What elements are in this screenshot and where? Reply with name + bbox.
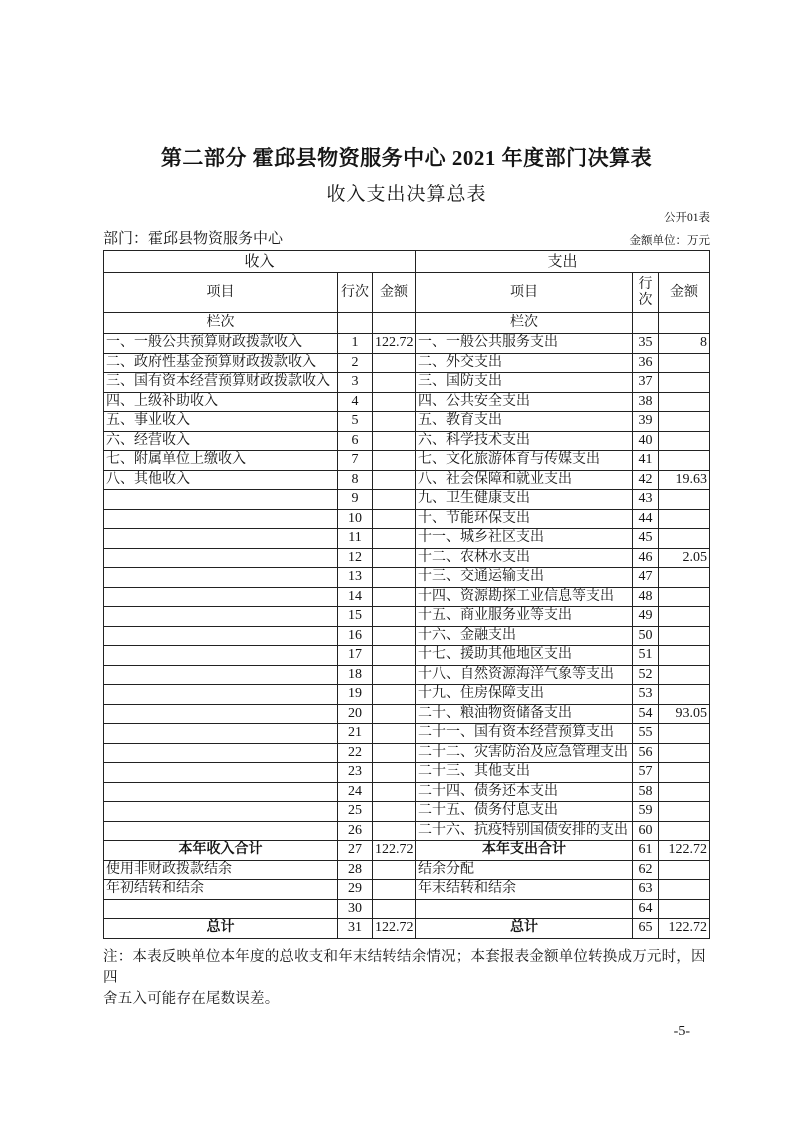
income-item-cell: [104, 743, 338, 763]
expense-amount-cell: [659, 880, 710, 900]
table-row: [104, 470, 710, 490]
income-item-cell: [104, 802, 338, 822]
expense-amount-cell: 8: [659, 334, 710, 354]
income-rowno-cell: 13: [338, 568, 373, 588]
empty-cell: [338, 313, 373, 334]
table-row: [104, 509, 710, 529]
table-row: [104, 763, 710, 783]
income-amount-header: 金额: [373, 273, 416, 313]
department-label: 部门：霍邱县物资服务中心: [103, 231, 284, 247]
expense-amount-cell: [659, 431, 710, 451]
expense-amount-cell: 93.05: [659, 704, 710, 724]
expense-amount-cell: [659, 568, 710, 588]
expense-rowno-cell: 60: [633, 821, 659, 841]
income-rowno-cell: 6: [338, 431, 373, 451]
expense-item-cell: 十九、住房保障支出: [416, 685, 633, 705]
income-amount-cell: [373, 802, 416, 822]
income-amount-cell: [373, 587, 416, 607]
table-row: [104, 802, 710, 822]
income-item-cell: [104, 724, 338, 744]
income-rowno-cell: 23: [338, 763, 373, 783]
income-amount-cell: [373, 665, 416, 685]
footnote-line-1: 注：本表反映单位本年度的总收支和年末结转结余情况；本套报表金额单位转换成万元时，因四: [103, 948, 706, 986]
section-header-row: [104, 251, 710, 273]
page-subtitle: 收入支出决算总表: [326, 184, 487, 205]
table-row: [104, 490, 710, 510]
expense-item-cell: 二十一、国有资本经营预算支出: [416, 724, 633, 744]
expense-rowno-cell: 35: [633, 334, 659, 354]
page-title: 第二部分 霍邱县物资服务中心 2021 年度部门决算表: [160, 146, 653, 170]
income-amount-cell: [373, 685, 416, 705]
expense-amount-cell: [659, 587, 710, 607]
income-rowno-cell: 1: [338, 334, 373, 354]
income-item-cell: 三、国有资本经营预算财政拨款收入: [104, 373, 338, 393]
income-rowno-cell: 10: [338, 509, 373, 529]
expense-item-cell: 六、科学技术支出: [416, 431, 633, 451]
income-rowno-cell: 27: [338, 841, 373, 861]
income-item-cell: [104, 529, 338, 549]
expense-item-cell: 二十三、其他支出: [416, 763, 633, 783]
expense-amount-cell: [659, 724, 710, 744]
expense-rowno-cell: 36: [633, 353, 659, 373]
income-amount-cell: [373, 704, 416, 724]
income-amount-cell: [373, 724, 416, 744]
income-rowno-cell: 2: [338, 353, 373, 373]
income-rowno-cell: 30: [338, 899, 373, 919]
expense-rowno-cell: 46: [633, 548, 659, 568]
table-row: [104, 665, 710, 685]
expense-rowno-cell: 43: [633, 490, 659, 510]
table-row: [104, 334, 710, 354]
expense-lanci-label: 栏次: [416, 313, 633, 334]
income-amount-cell: 122.72: [373, 919, 416, 939]
table-row: [104, 373, 710, 393]
income-item-cell: 四、上级补助收入: [104, 392, 338, 412]
expense-rowno-cell: 48: [633, 587, 659, 607]
expense-amount-cell: [659, 490, 710, 510]
income-item-cell: [104, 782, 338, 802]
income-item-cell: [104, 548, 338, 568]
expense-amount-cell: [659, 451, 710, 471]
expense-amount-cell: [659, 782, 710, 802]
income-rowno-cell: 19: [338, 685, 373, 705]
table-row: [104, 431, 710, 451]
expense-item-cell: 十五、商业服务业等支出: [416, 607, 633, 627]
expense-amount-cell: [659, 373, 710, 393]
expense-rowno-cell: 45: [633, 529, 659, 549]
expense-item-header: 项目: [416, 273, 633, 313]
expense-amount-cell: [659, 392, 710, 412]
income-section-header: 收入: [104, 251, 416, 273]
table-row: [104, 548, 710, 568]
income-item-cell: [104, 490, 338, 510]
income-rowno-cell: 28: [338, 860, 373, 880]
expense-item-cell: 十二、农林水支出: [416, 548, 633, 568]
income-item-cell: [104, 646, 338, 666]
expense-amount-cell: [659, 509, 710, 529]
expense-rowno-header: 行次: [633, 273, 659, 313]
summary-row: [104, 899, 710, 919]
expense-rowno-cell: 44: [633, 509, 659, 529]
expense-amount-cell: 122.72: [659, 841, 710, 861]
empty-cell: [373, 313, 416, 334]
expense-rowno-cell: 50: [633, 626, 659, 646]
expense-amount-cell: [659, 665, 710, 685]
table-row: [104, 353, 710, 373]
expense-item-cell: 五、教育支出: [416, 412, 633, 432]
expense-rowno-cell: 40: [633, 431, 659, 451]
expense-amount-cell: 122.72: [659, 919, 710, 939]
expense-item-cell: 七、文化旅游体育与传媒支出: [416, 451, 633, 471]
income-lanci-label: 栏次: [104, 313, 338, 334]
income-rowno-cell: 24: [338, 782, 373, 802]
table-row: [104, 704, 710, 724]
expense-rowno-cell: 42: [633, 470, 659, 490]
summary-row: [104, 880, 710, 900]
income-item-cell: 五、事业收入: [104, 412, 338, 432]
income-amount-cell: [373, 509, 416, 529]
income-amount-cell: [373, 880, 416, 900]
footnote-line-2: 舍五入可能存在尾数误差。: [103, 990, 280, 1007]
table-row: [104, 529, 710, 549]
income-item-cell: [104, 626, 338, 646]
column-header-row: [104, 273, 710, 313]
page-number: -5-: [673, 1023, 690, 1039]
income-amount-cell: [373, 412, 416, 432]
expense-rowno-cell: 47: [633, 568, 659, 588]
income-amount-cell: [373, 607, 416, 627]
income-item-cell: 七、附属单位上缴收入: [104, 451, 338, 471]
income-item-cell: [104, 568, 338, 588]
income-rowno-cell: 31: [338, 919, 373, 939]
expense-amount-cell: [659, 626, 710, 646]
expense-rowno-cell: 58: [633, 782, 659, 802]
income-amount-cell: [373, 782, 416, 802]
empty-cell: [633, 313, 659, 334]
income-rowno-cell: 3: [338, 373, 373, 393]
expense-item-cell: 本年支出合计: [416, 841, 633, 861]
income-rowno-cell: 7: [338, 451, 373, 471]
expense-rowno-cell: 37: [633, 373, 659, 393]
income-item-cell: [104, 899, 338, 919]
expense-item-cell: 二十五、债务付息支出: [416, 802, 633, 822]
income-amount-cell: [373, 899, 416, 919]
expense-item-cell: 二十四、债务还本支出: [416, 782, 633, 802]
income-amount-cell: [373, 431, 416, 451]
expense-amount-cell: [659, 860, 710, 880]
income-amount-cell: [373, 529, 416, 549]
expense-rowno-cell: 53: [633, 685, 659, 705]
income-rowno-cell: 25: [338, 802, 373, 822]
summary-row: [104, 919, 710, 939]
expense-item-cell: 二十二、灾害防治及应急管理支出: [416, 743, 633, 763]
expense-amount-header: 金额: [659, 273, 710, 313]
expense-rowno-cell: 57: [633, 763, 659, 783]
expense-amount-cell: [659, 529, 710, 549]
income-amount-cell: 122.72: [373, 841, 416, 861]
income-item-cell: 八、其他收入: [104, 470, 338, 490]
expense-rowno-cell: 64: [633, 899, 659, 919]
income-item-cell: 二、政府性基金预算财政拨款收入: [104, 353, 338, 373]
table-row: [104, 607, 710, 627]
income-rowno-cell: 9: [338, 490, 373, 510]
income-item-cell: [104, 509, 338, 529]
expense-amount-cell: [659, 607, 710, 627]
table-row: [104, 821, 710, 841]
table-row: [104, 743, 710, 763]
expense-amount-cell: [659, 763, 710, 783]
income-item-cell: 年初结转和结余: [104, 880, 338, 900]
expense-item-cell: 十四、资源勘探工业信息等支出: [416, 587, 633, 607]
income-amount-cell: [373, 548, 416, 568]
expense-rowno-cell: 61: [633, 841, 659, 861]
expense-item-cell: 十三、交通运输支出: [416, 568, 633, 588]
income-rowno-cell: 11: [338, 529, 373, 549]
expense-rowno-cell: 54: [633, 704, 659, 724]
page-content: [103, 0, 710, 1040]
expense-rowno-cell: 49: [633, 607, 659, 627]
income-rowno-cell: 4: [338, 392, 373, 412]
expense-rowno-cell: 52: [633, 665, 659, 685]
table-row: [104, 451, 710, 471]
income-rowno-cell: 26: [338, 821, 373, 841]
income-item-cell: [104, 685, 338, 705]
table-row: [104, 685, 710, 705]
table-row: [104, 568, 710, 588]
expense-rowno-cell: 51: [633, 646, 659, 666]
lanci-row: [104, 313, 710, 334]
expense-item-cell: 十八、自然资源海洋气象等支出: [416, 665, 633, 685]
income-amount-cell: [373, 490, 416, 510]
expense-amount-cell: [659, 899, 710, 919]
expense-amount-cell: 2.05: [659, 548, 710, 568]
empty-cell: [659, 313, 710, 334]
income-item-cell: [104, 763, 338, 783]
income-item-cell: [104, 704, 338, 724]
expense-amount-cell: [659, 821, 710, 841]
expense-item-cell: 结余分配: [416, 860, 633, 880]
income-amount-cell: [373, 646, 416, 666]
expense-item-cell: 四、公共安全支出: [416, 392, 633, 412]
expense-amount-cell: [659, 412, 710, 432]
expense-amount-cell: [659, 802, 710, 822]
table-row: [104, 392, 710, 412]
income-rowno-cell: 14: [338, 587, 373, 607]
expense-amount-cell: [659, 353, 710, 373]
expense-rowno-cell: 62: [633, 860, 659, 880]
expense-item-cell: 总计: [416, 919, 633, 939]
expense-item-cell: 三、国防支出: [416, 373, 633, 393]
expense-item-cell: 二十六、抗疫特别国债安排的支出: [416, 821, 633, 841]
income-amount-cell: [373, 626, 416, 646]
income-amount-cell: 122.72: [373, 334, 416, 354]
unit-label: 金额单位：万元: [629, 235, 710, 247]
expense-rowno-cell: 41: [633, 451, 659, 471]
expense-item-cell: 二、外交支出: [416, 353, 633, 373]
income-amount-cell: [373, 353, 416, 373]
income-rowno-cell: 15: [338, 607, 373, 627]
expense-item-cell: 八、社会保障和就业支出: [416, 470, 633, 490]
income-rowno-cell: 20: [338, 704, 373, 724]
table-row: [104, 724, 710, 744]
expense-rowno-cell: 63: [633, 880, 659, 900]
expense-rowno-cell: 55: [633, 724, 659, 744]
income-item-cell: 六、经营收入: [104, 431, 338, 451]
table-row: [104, 412, 710, 432]
income-rowno-cell: 16: [338, 626, 373, 646]
income-rowno-cell: 21: [338, 724, 373, 744]
budget-table: [103, 250, 710, 939]
table-code: 公开01表: [664, 212, 710, 224]
table-row: [104, 646, 710, 666]
expense-amount-cell: [659, 685, 710, 705]
income-amount-cell: [373, 763, 416, 783]
income-rowno-cell: 8: [338, 470, 373, 490]
income-rowno-header: 行次: [338, 273, 373, 313]
expense-section-header: 支出: [416, 251, 710, 273]
summary-row: [104, 860, 710, 880]
table-row: [104, 587, 710, 607]
income-item-cell: [104, 821, 338, 841]
expense-item-cell: [416, 899, 633, 919]
income-item-cell: [104, 665, 338, 685]
footnote: [103, 947, 710, 1010]
expense-item-cell: 十、节能环保支出: [416, 509, 633, 529]
table-body: [104, 251, 710, 939]
table-row: [104, 782, 710, 802]
meta-row: [103, 226, 710, 248]
expense-amount-cell: [659, 646, 710, 666]
income-amount-cell: [373, 743, 416, 763]
expense-amount-cell: [659, 743, 710, 763]
income-item-header: 项目: [104, 273, 338, 313]
expense-item-cell: 十一、城乡社区支出: [416, 529, 633, 549]
expense-amount-cell: 19.63: [659, 470, 710, 490]
expense-item-cell: 九、卫生健康支出: [416, 490, 633, 510]
income-item-cell: [104, 587, 338, 607]
income-item-cell: [104, 607, 338, 627]
expense-rowno-cell: 38: [633, 392, 659, 412]
expense-item-cell: 二十、粮油物资储备支出: [416, 704, 633, 724]
income-rowno-cell: 29: [338, 880, 373, 900]
income-rowno-cell: 18: [338, 665, 373, 685]
expense-item-cell: 年末结转和结余: [416, 880, 633, 900]
expense-rowno-cell: 56: [633, 743, 659, 763]
income-amount-cell: [373, 373, 416, 393]
table-row: [104, 626, 710, 646]
income-amount-cell: [373, 451, 416, 471]
income-rowno-cell: 17: [338, 646, 373, 666]
summary-row: [104, 841, 710, 861]
expense-item-cell: 一、一般公共服务支出: [416, 334, 633, 354]
income-amount-cell: [373, 470, 416, 490]
income-rowno-cell: 5: [338, 412, 373, 432]
income-item-cell: 一、一般公共预算财政拨款收入: [104, 334, 338, 354]
income-item-cell: 总计: [104, 919, 338, 939]
expense-rowno-cell: 39: [633, 412, 659, 432]
income-amount-cell: [373, 568, 416, 588]
income-amount-cell: [373, 821, 416, 841]
expense-rowno-cell: 59: [633, 802, 659, 822]
income-amount-cell: [373, 860, 416, 880]
expense-rowno-cell: 65: [633, 919, 659, 939]
expense-item-cell: 十七、援助其他地区支出: [416, 646, 633, 666]
income-rowno-cell: 22: [338, 743, 373, 763]
income-item-cell: 使用非财政拨款结余: [104, 860, 338, 880]
expense-item-cell: 十六、金融支出: [416, 626, 633, 646]
income-amount-cell: [373, 392, 416, 412]
income-item-cell: 本年收入合计: [104, 841, 338, 861]
income-rowno-cell: 12: [338, 548, 373, 568]
